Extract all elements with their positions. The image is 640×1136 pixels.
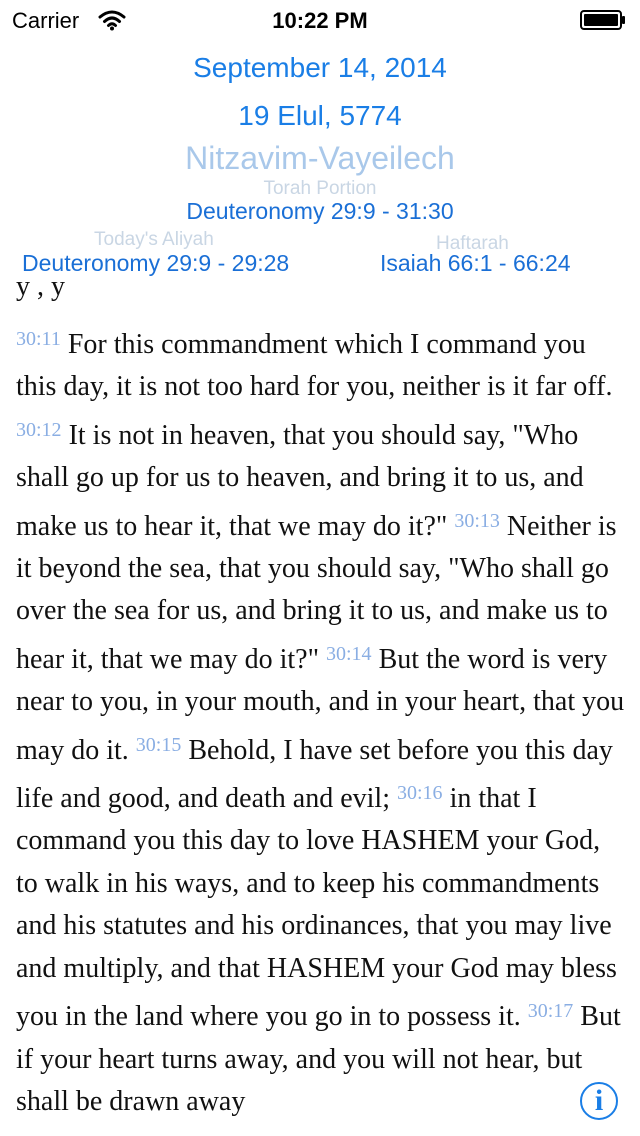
status-bar: [0, 0, 640, 40]
torah-portion-link[interactable]: Deuteronomy 29:9 - 31:30: [186, 198, 454, 224]
verse-text: But the word is very near to you, in your mouth, and in your heart, that you may do it.: [16, 643, 625, 766]
carrier-name: Carrier: [12, 8, 80, 33]
verse-text: For this commandment which I command you this day, it is not too hard for you, neither is it far off.: [16, 329, 613, 403]
verse-number: 30:16: [397, 782, 443, 805]
torah-portion-label: Torah Portion: [263, 178, 377, 199]
verse-number: 30:15: [135, 733, 182, 756]
haftarah-link[interactable]: Isaiah 66:1 - 66:24: [380, 250, 571, 276]
portion-header: [0, 40, 640, 290]
verse-number: 30:13: [454, 509, 500, 532]
verse-text: Behold, I have set before you this day life and good, and death and evil;: [16, 734, 613, 815]
verse-number: 30:11: [16, 328, 61, 350]
clipped-line: y , y: [16, 271, 65, 302]
verse-number: 30:17: [527, 1000, 574, 1023]
gregorian-date[interactable]: September 14, 2014: [193, 52, 447, 83]
aliyah-link[interactable]: Deuteronomy 29:9 - 29:28: [22, 250, 290, 276]
verse-paragraph: [16, 318, 628, 1123]
hebrew-date[interactable]: 19 Elul, 5774: [238, 100, 402, 131]
battery-icon: [580, 10, 626, 30]
verse-text: But if your heart turns away, and you will not hear, but shall be drawn away: [16, 1001, 621, 1117]
parsha-name: Nitzavim-Vayeilech: [185, 140, 455, 176]
info-button[interactable]: i: [580, 1082, 618, 1120]
verse-text: in that I command you this day to love HASHEM your God, to walk in his ways, and to keep his commandments and his statutes and his ordinances, that you may live and multiply, and that HASHEM your God may bless you in the land where you go in to possess it.: [16, 783, 617, 1033]
verse-text: Neither is it beyond the sea, that you should say, "Who shall go over the sea for us, and bring it to us, and make us to hear it, that we may do it?": [16, 510, 617, 675]
status-time: 10:22 PM: [272, 8, 368, 33]
verse-text: It is not in heaven, that you should say, "Who shall go up for us to heaven, and bring it to us, and make us to hear it, that we may do it?": [16, 419, 584, 542]
aliyah-label: Today's Aliyah: [94, 229, 214, 250]
scripture-text[interactable]: [16, 271, 628, 1136]
verse-number: 30:14: [326, 642, 372, 665]
haftarah-label: Haftarah: [436, 233, 509, 254]
verse-number: 30:12: [16, 418, 62, 441]
